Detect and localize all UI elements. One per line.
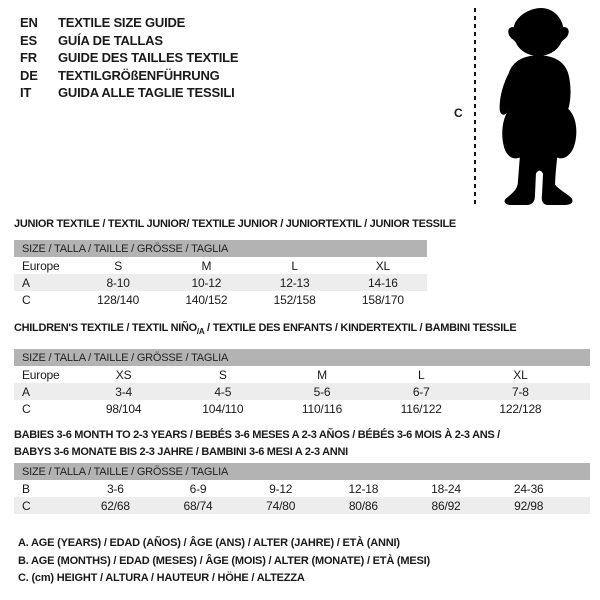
children-size-table [14,349,590,417]
lang-row-en [20,14,238,32]
row-label: B [22,481,30,496]
table-cell: 3-6 [106,481,124,496]
table-cell: 122/128 [499,401,542,416]
table-cell: 14-16 [368,275,398,290]
section-heading-babies-line2: BABYS 3-6 MONATE BIS 2-3 JAHRE / BAMBINI 3-6 MESI A 2-3 ANNI [14,446,348,458]
size-bar: SIZE / TALLA / TAILLE / GRÖSSE / TAGLIA [14,349,590,366]
table-cell: 6-9 [189,481,207,496]
table-cell: 18-24 [431,481,461,496]
heading-subscript: /A [196,327,205,337]
lang-code: ES [20,32,37,48]
height-measure-label: C [454,106,463,120]
table-cell: 98/104 [105,401,142,416]
table-cell: 5-6 [313,384,331,399]
table-cell: 92/98 [514,498,544,513]
table-cell: 7-8 [512,384,529,399]
babies-size-table [14,463,590,514]
table-cell: 6-7 [412,384,430,399]
size-bar: SIZE / TALLA / TAILLE / GRÖSSE / TAGLIA [14,463,590,480]
section-heading-children: CHILDREN'S TEXTILE / TEXTIL $NIÑO_{/A}$ / TEXTILE DES ENFANTS / KINDERTEXTIL / BAMBINI TESSILE [14,322,517,337]
height-dashed-line [474,8,476,206]
row-label: C [22,401,31,416]
table-cell: 68/74 [183,498,213,513]
language-title-block [20,14,238,102]
footnote-b: B. AGE (MONTHS) / EDAD (MESES) / ÂGE (MOIS) / ALTER (MONATE) / ETÀ (MESI) [18,554,430,567]
table-cell: 8-10 [106,275,130,290]
table-cell: 74/80 [266,498,296,513]
table-cell: 128/140 [97,292,140,307]
table-cell: S [114,258,123,273]
row-label: A [22,275,30,290]
table-cell: 80/86 [348,498,378,513]
table-cell: 116/122 [400,401,442,416]
section-heading-junior: JUNIOR TEXTILE / TEXTIL JUNIOR/ TEXTILE JUNIOR / JUNIORTEXTIL / JUNIOR TESSILE [14,218,456,230]
table-row [14,291,427,308]
lang-code: FR [20,50,37,66]
table-cell: L [417,367,425,382]
table-cell: L [291,258,298,273]
section-heading-babies-line1: BABIES 3-6 MONTH TO 2-3 YEARS / BEBÉS 3-6 MESES A 2-3 AÑOS / BÉBÉS 3-6 MOIS À 2-3 ANS / [14,429,500,441]
table-cell: 158/170 [361,292,404,307]
table-cell: 140/152 [185,292,228,307]
row-label: A [22,384,30,399]
lang-title: GUÍA DE TALLAS [58,32,163,48]
table-cell: 152/158 [273,292,316,307]
table-row [14,480,590,497]
table-cell: 62/68 [100,498,130,513]
footnotes-block [18,537,430,590]
lang-title: GUIDA ALLE TAGLIE TESSILI [58,85,235,101]
lang-title: TEXTILGRÖßENFÜHRUNG [58,67,220,83]
table-cell: 104/110 [202,401,244,416]
table-cell: 9-12 [269,481,293,496]
table-cell: XL [513,367,528,382]
lang-title: GUIDE DES TAILLES TEXTILE [58,50,239,66]
lang-row-de [20,67,238,85]
lang-row-it [20,84,238,102]
table-row [14,257,427,274]
row-label: C [22,498,31,513]
table-cell: XL [375,258,391,273]
table-cell: M [201,258,212,273]
row-label: C [22,292,31,307]
table-cell: S [218,367,227,382]
junior-size-table [14,240,427,308]
footnote-c: C. (cm) HEIGHT / ALTURA / HAUTEUR / HÖHE / ALTEZZA [18,572,305,584]
table-row [14,497,590,514]
table-cell: 86/92 [431,498,461,513]
table-row [14,400,590,417]
table-row [14,366,590,383]
lang-row-fr [20,49,238,67]
lang-code: DE [20,67,38,83]
table-cell: 10-12 [191,275,222,290]
lang-code: IT [20,85,32,101]
table-row [14,274,427,291]
table-row [14,383,590,400]
table-cell: 110/116 [301,401,343,416]
footnote-a: A. AGE (YEARS) / EDAD (AÑOS) / ÂGE (ANS) / ALTER (JAHRE) / ETÀ (ANNI) [18,537,400,549]
size-bar: SIZE / TALLA / TAILLE / GRÖSSE / TAGLIA [14,240,427,257]
table-cell: 3-4 [115,384,132,399]
table-cell: XS [115,367,132,382]
lang-code: EN [20,15,38,31]
lang-row-es [20,32,238,50]
table-cell: 4-5 [214,384,232,399]
table-cell: 12-13 [279,275,310,290]
table-cell: M [317,367,327,382]
lang-title: TEXTILE SIZE GUIDE [58,15,186,31]
row-label: Europe [22,367,60,382]
table-cell: 12-18 [348,481,379,496]
row-label: Europe [22,258,60,273]
toddler-silhouette-icon [490,5,592,207]
table-cell: 24-36 [513,481,544,496]
